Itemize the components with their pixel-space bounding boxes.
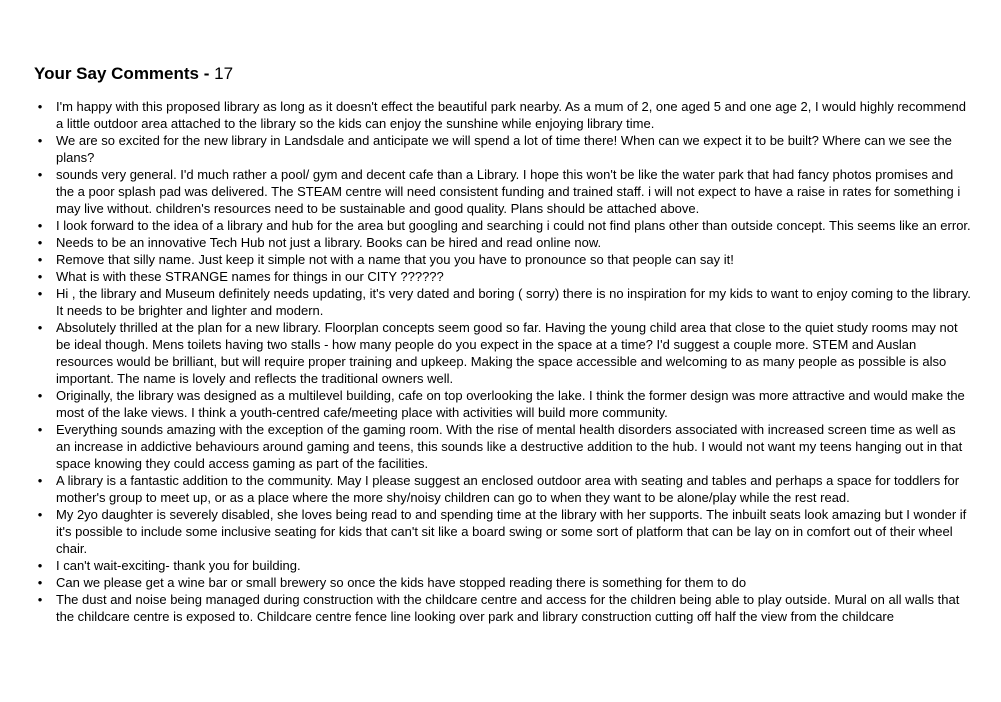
- comment-item: [37, 574, 972, 591]
- comment-item: [37, 234, 972, 251]
- comment-count: 17: [214, 64, 234, 83]
- comment-text: A library is a fantastic addition to the community. May I please suggest an enclosed outdoor area with seating and tables and perhaps a space for toddlers for mother's group to meet up, or as a place where the more shy/noisy children can go to when they want to be alone/play while the rest read.: [56, 473, 960, 505]
- comment-text: The dust and noise being managed during construction with the childcare centre and access for the children being able to play outside. Mural on all walls that the childcare centre is exposed to. Childcare centre fence line looking over park and library construction cutting off half the view from the childcare: [56, 592, 960, 624]
- comment-text: Everything sounds amazing with the exception of the gaming room. With the rise of mental health disorders associated with increased screen time as well as an increase in addictive behaviours around gaming and teens, this sounds like a destructive addition to the hub. I would not want my teens hanging out in that space knowing they could access gaming as part of the facilities.: [56, 422, 963, 471]
- bullet-icon: •: [37, 269, 43, 284]
- comment-item: [37, 285, 972, 319]
- comment-item: [37, 132, 972, 166]
- comment-item: [37, 387, 972, 421]
- bullet-icon: •: [37, 133, 43, 148]
- bullet-icon: •: [37, 167, 43, 182]
- comment-item: [37, 268, 972, 285]
- comment-text: We are so excited for the new library in Landsdale and anticipate we will spend a lot of time there! When can we expect it to be built? Where can we see the plans?: [56, 133, 952, 165]
- title-separator: -: [203, 64, 210, 83]
- bullet-icon: •: [37, 99, 43, 114]
- comment-text: Originally, the library was designed as a multilevel building, cafe on top overlooking the lake. I think the former design was more attractive and would make the most of the lake views. I think a youth-centred cafe/meeting place with activities will build more community.: [56, 388, 965, 420]
- comment-text: sounds very general. I'd much rather a pool/ gym and decent cafe than a Library. I hope this won't be like the water park that had fancy photos promises and the a poor splash pad was delivered. The STEAM centre will need consistent funding and trained staff. i will not expect to have a raise in rates for something i may live without. children's resources need to be sustainable and good quality. Plans should be attached above.: [56, 167, 961, 216]
- comment-text: Remove that silly name. Just keep it simple not with a name that you you have to pronounce so that people can say it!: [56, 252, 734, 267]
- comment-item: [37, 217, 972, 234]
- bullet-icon: •: [37, 422, 43, 437]
- bullet-icon: •: [37, 388, 43, 403]
- comment-list: [37, 98, 972, 625]
- comment-text: I look forward to the idea of a library and hub for the area but googling and searching i could not find plans other than outside concept. This seems like an error.: [56, 218, 971, 233]
- comment-text: Absolutely thrilled at the plan for a new library. Floorplan concepts seem good so far. Having the young child area that close to the quiet study rooms may not be ideal though. Mens toilets having two stalls - how many people do you expect in the space at a time? I'd suggest a couple more. STEM and Auslan resources would be brilliant, but will require proper training and upkeep. Making the space accessible and welcoming to as many people as possible is also important. The name is lovely and reflects the traditional owners well.: [56, 320, 958, 386]
- page-title: [34, 63, 233, 85]
- comment-item: [37, 472, 972, 506]
- bullet-icon: •: [37, 320, 43, 335]
- bullet-icon: •: [37, 235, 43, 250]
- bullet-icon: •: [37, 473, 43, 488]
- comment-text: I'm happy with this proposed library as long as it doesn't effect the beautiful park nearby. As a mum of 2, one aged 5 and one age 2, I would highly recommend a little outdoor area attached to the library so the kids can enjoy the sunshine while enjoying library time.: [56, 99, 966, 131]
- comment-item: [37, 166, 972, 217]
- bullet-icon: •: [37, 558, 43, 573]
- comment-item: [37, 319, 972, 387]
- comment-item: [37, 506, 972, 557]
- bullet-icon: •: [37, 592, 43, 607]
- comment-text: My 2yo daughter is severely disabled, she loves being read to and spending time at the library with her supports. The inbuilt seats look amazing but I wonder if it's possible to include some inclusive seating for kids that can't sit like a board swing or some sort of platform that can be lay on in comfort out of their wheel chair.: [56, 507, 967, 556]
- bullet-icon: •: [37, 252, 43, 267]
- bullet-icon: •: [37, 218, 43, 233]
- comment-text: Hi , the library and Museum definitely needs updating, it's very dated and boring ( sorry) there is no inspiration for my kids to want to enjoy coming to the library. It needs to be brighter and lighter and modern.: [56, 286, 971, 318]
- bullet-icon: •: [37, 286, 43, 301]
- title-text: Your Say Comments: [34, 64, 200, 83]
- comment-item: [37, 557, 972, 574]
- comment-item: [37, 98, 972, 132]
- bullet-icon: •: [37, 575, 43, 590]
- comment-item: [37, 251, 972, 268]
- comment-text: Can we please get a wine bar or small brewery so once the kids have stopped reading there is something for them to do: [56, 575, 747, 590]
- bullet-icon: •: [37, 507, 43, 522]
- comment-text: Needs to be an innovative Tech Hub not just a library. Books can be hired and read online now.: [56, 235, 602, 250]
- comment-text: What is with these STRANGE names for things in our CITY ??????: [56, 269, 444, 284]
- comment-item: [37, 591, 972, 625]
- comment-text: I can't wait-exciting- thank you for building.: [56, 558, 301, 573]
- comment-item: [37, 421, 972, 472]
